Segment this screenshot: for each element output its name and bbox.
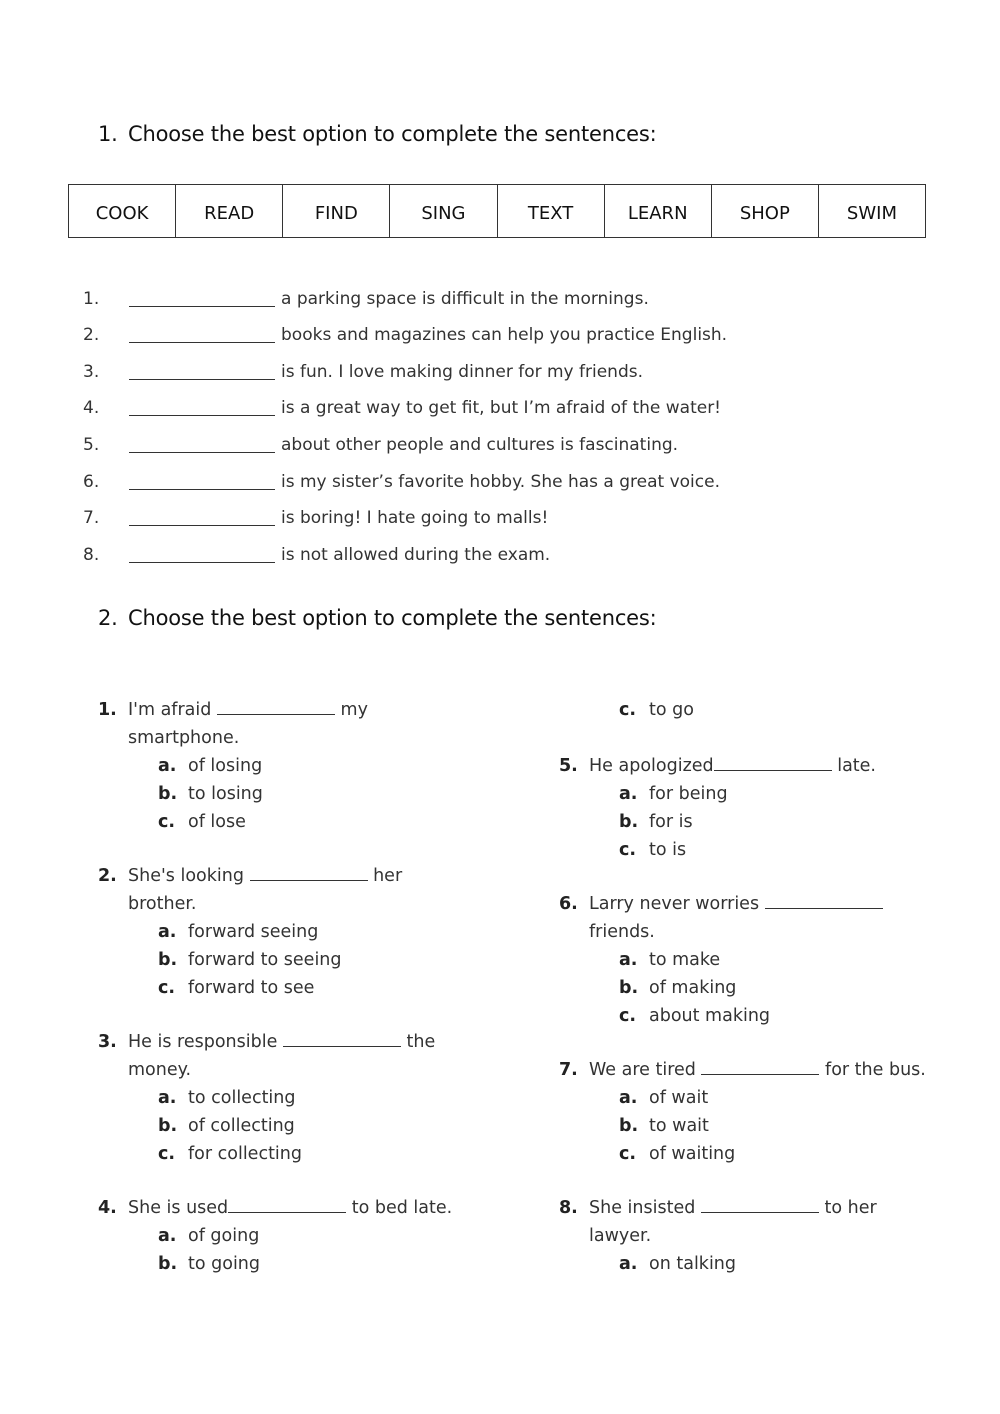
sentence-row — [0, 508, 1000, 534]
option-c[interactable]: c. forward to see — [158, 978, 315, 998]
question-text: He apologized late. — [589, 752, 876, 780]
section-1-title: Choose the best option to complete the sentences: — [128, 122, 657, 146]
sentence-number: 8. — [83, 545, 100, 565]
answer-blank[interactable] — [714, 752, 832, 771]
sentence-row — [0, 545, 1000, 571]
answer-blank[interactable] — [129, 325, 275, 343]
option-b[interactable]: b. for is — [619, 812, 693, 832]
option-c[interactable]: c. of waiting — [619, 1144, 736, 1164]
answer-blank[interactable] — [129, 398, 275, 416]
sentence-number: 3. — [83, 362, 100, 382]
answer-blank[interactable] — [283, 1028, 401, 1047]
word-read: READ — [176, 185, 283, 238]
answer-blank[interactable] — [129, 472, 275, 490]
sentence-text: about other people and cultures is fascinating. — [281, 435, 679, 455]
word-swim: SWIM — [818, 185, 925, 238]
option-a[interactable]: a. of going — [158, 1226, 260, 1246]
sentence-text: is boring! I hate going to malls! — [281, 508, 549, 528]
section-1-heading — [98, 122, 657, 146]
question-number: 6. — [559, 894, 578, 914]
sentence-text: is fun. I love making dinner for my friends. — [281, 362, 644, 382]
word-shop: SHOP — [711, 185, 818, 238]
sentence-number: 2. — [83, 325, 100, 345]
section-2-heading — [98, 606, 657, 630]
question-text-continued: friends. — [589, 922, 655, 942]
section-2-number: 2. — [98, 606, 118, 630]
question-text: Larry never worries — [589, 890, 883, 918]
sentence-row — [0, 362, 1000, 388]
answer-blank[interactable] — [701, 1194, 819, 1213]
option-a[interactable]: a. for being — [619, 784, 728, 804]
question-text-continued: money. — [128, 1060, 192, 1080]
option-b[interactable]: b. to losing — [158, 784, 263, 804]
question-number: 7. — [559, 1060, 578, 1080]
option-a[interactable]: a. to make — [619, 950, 721, 970]
option-c[interactable]: c. to is — [619, 840, 687, 860]
word-cook: COOK — [69, 185, 176, 238]
question-number: 8. — [559, 1198, 578, 1218]
word-learn: LEARN — [604, 185, 711, 238]
question-number: 5. — [559, 756, 578, 776]
option-b[interactable]: b. to wait — [619, 1116, 709, 1136]
answer-blank[interactable] — [129, 362, 275, 380]
option-c[interactable]: c. of lose — [158, 812, 246, 832]
question-text: She insisted to her — [589, 1194, 877, 1222]
option-c[interactable]: c. for collecting — [158, 1144, 302, 1164]
option-b[interactable]: b. of making — [619, 978, 737, 998]
question-text: I'm afraid my — [128, 696, 368, 724]
answer-blank[interactable] — [129, 435, 275, 453]
option-c[interactable]: c. to go — [619, 700, 694, 720]
option-c[interactable]: c. about making — [619, 1006, 771, 1026]
option-a[interactable]: a. on talking — [619, 1254, 737, 1274]
sentence-number: 6. — [83, 472, 100, 492]
question-number: 1. — [98, 700, 117, 720]
answer-blank[interactable] — [250, 862, 368, 881]
sentence-text: books and magazines can help you practice English. — [281, 325, 728, 345]
sentence-number: 5. — [83, 435, 100, 455]
option-b[interactable]: b. to going — [158, 1254, 261, 1274]
answer-blank[interactable] — [228, 1194, 346, 1213]
option-a[interactable]: a. forward seeing — [158, 922, 319, 942]
question-text: She is used to bed late. — [128, 1194, 452, 1222]
word-text: TEXT — [497, 185, 604, 238]
question-text: He is responsible the — [128, 1028, 435, 1056]
question-number: 2. — [98, 866, 117, 886]
answer-blank[interactable] — [217, 696, 335, 715]
answer-blank[interactable] — [129, 289, 275, 307]
sentence-text: is not allowed during the exam. — [281, 545, 551, 565]
sentence-text: a parking space is difficult in the mornings. — [281, 289, 649, 309]
sentence-row — [0, 398, 1000, 424]
answer-blank[interactable] — [701, 1056, 819, 1075]
question-text-continued: smartphone. — [128, 728, 240, 748]
question-text: We are tired for the bus. — [589, 1056, 926, 1084]
option-a[interactable]: a. of losing — [158, 756, 263, 776]
section-2-title: Choose the best option to complete the sentences: — [128, 606, 657, 630]
answer-blank[interactable] — [765, 890, 883, 909]
word-sing: SING — [390, 185, 497, 238]
option-b[interactable]: b. forward to seeing — [158, 950, 342, 970]
option-b[interactable]: b. of collecting — [158, 1116, 295, 1136]
sentence-row — [0, 289, 1000, 315]
answer-blank[interactable] — [129, 508, 275, 526]
sentence-number: 1. — [83, 289, 100, 309]
question-number: 3. — [98, 1032, 117, 1052]
sentence-row — [0, 472, 1000, 498]
sentence-number: 7. — [83, 508, 100, 528]
section-1-number: 1. — [98, 122, 118, 146]
answer-blank[interactable] — [129, 545, 275, 563]
word-bank — [68, 184, 926, 238]
option-a[interactable]: a. of wait — [619, 1088, 709, 1108]
sentence-row — [0, 325, 1000, 351]
word-find: FIND — [283, 185, 390, 238]
question-text-continued: lawyer. — [589, 1226, 652, 1246]
sentence-number: 4. — [83, 398, 100, 418]
question-text: She's looking her — [128, 862, 402, 890]
question-text-continued: brother. — [128, 894, 197, 914]
sentence-text: is a great way to get fit, but I’m afraid of the water! — [281, 398, 721, 418]
sentence-row — [0, 435, 1000, 461]
question-number: 4. — [98, 1198, 117, 1218]
option-a[interactable]: a. to collecting — [158, 1088, 296, 1108]
sentence-text: is my sister’s favorite hobby. She has a great voice. — [281, 472, 720, 492]
